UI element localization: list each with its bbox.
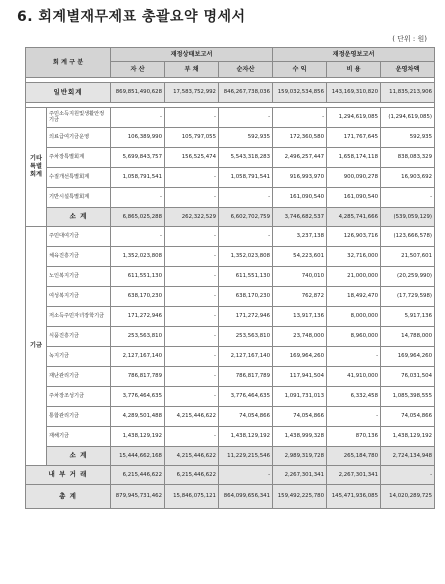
header-category: 회 계 구 분 [26,48,111,78]
table-row [26,367,435,387]
cell-expense: 870,136 [327,427,381,447]
group-label: 기타 특별 회계 [26,108,47,227]
table-row [26,148,435,168]
cell-assets: 1,352,023,808 [111,247,165,267]
table-row [26,108,435,128]
cell-assets: 171,272,946 [111,307,165,327]
cell-revenue: 159,032,534,856 [273,83,327,103]
cell-revenue: 117,941,504 [273,367,327,387]
cell-revenue: 3,237,138 [273,227,327,247]
cell-net-assets: 171,272,946 [219,307,273,327]
cell-liabilities: - [165,427,219,447]
cell-assets: 638,170,230 [111,287,165,307]
cell-revenue: 2,267,301,341 [273,466,327,485]
cell-expense: 41,910,000 [327,367,381,387]
cell-operating-difference: 169,964,260 [381,347,435,367]
cell-net-assets: - [219,466,273,485]
header-expense: 비 용 [327,62,381,78]
cell-expense: 265,184,780 [327,447,381,466]
cell-net-assets: 1,352,023,808 [219,247,273,267]
table-row [26,247,435,267]
page-title: 6. 회계별재무제표 총괄요약 명세서 [17,9,246,25]
cell-assets: 253,563,810 [111,327,165,347]
cell-operating-difference: 1,085,398,555 [381,387,435,407]
cell-net-assets: - [219,227,273,247]
cell-net-assets: 638,170,230 [219,287,273,307]
cell-expense: 32,716,000 [327,247,381,267]
row-label: 노인복지기금 [47,267,111,287]
row-label: 총 계 [26,485,111,509]
row-label: 내 부 거 래 [26,466,111,485]
row-label: 식품진흥기금 [47,327,111,347]
cell-operating-difference: - [381,466,435,485]
cell-operating-difference: 16,903,692 [381,168,435,188]
row-label: 소 계 [47,208,111,227]
special-accounts-section [26,108,435,227]
cell-liabilities: - [165,287,219,307]
cell-assets: 4,289,501,488 [111,407,165,427]
cell-revenue: 740,010 [273,267,327,287]
cell-net-assets: 253,563,810 [219,327,273,347]
cell-liabilities: 262,322,529 [165,208,219,227]
row-label: 녹지기금 [47,347,111,367]
cell-expense: 6,332,458 [327,387,381,407]
cell-revenue: 161,090,540 [273,188,327,208]
cell-expense: 126,903,716 [327,227,381,247]
cell-operating-difference: 838,083,329 [381,148,435,168]
cell-operating-difference: 1,438,129,192 [381,427,435,447]
cell-operating-difference: 14,788,000 [381,327,435,347]
cell-liabilities: - [165,387,219,407]
cell-net-assets: 11,229,215,546 [219,447,273,466]
cell-liabilities: - [165,367,219,387]
row-label: 재해기금 [47,427,111,447]
header-operation-report: 재정운영보고서 [273,48,435,62]
cell-liabilities: - [165,247,219,267]
cell-net-assets: 6,602,702,759 [219,208,273,227]
row-label: 주차장특별회계 [47,148,111,168]
cell-net-assets: 846,267,738,036 [219,83,273,103]
cell-liabilities: - [165,307,219,327]
cell-liabilities: 17,583,752,992 [165,83,219,103]
cell-expense: 2,267,301,341 [327,466,381,485]
table-row [26,387,435,407]
cell-net-assets: - [219,108,273,128]
cell-operating-difference: - [381,188,435,208]
cell-expense: - [327,407,381,427]
row-label: 체육진흥기금 [47,247,111,267]
header-assets: 자 산 [111,62,165,78]
cell-operating-difference: (123,666,578) [381,227,435,247]
cell-liabilities: 6,215,446,622 [165,466,219,485]
subtotal-row [26,447,435,466]
cell-revenue: 159,492,225,780 [273,485,327,509]
cell-expense: 18,492,470 [327,287,381,307]
header-liabilities: 부 채 [165,62,219,78]
cell-assets: 6,865,025,288 [111,208,165,227]
cell-net-assets: 3,776,464,635 [219,387,273,407]
cell-operating-difference: 21,507,601 [381,247,435,267]
cell-assets: - [111,108,165,128]
table-row [26,128,435,148]
cell-liabilities: - [165,227,219,247]
cell-assets: 2,127,167,140 [111,347,165,367]
table-row [26,188,435,208]
cell-revenue: - [273,108,327,128]
cell-liabilities: - [165,108,219,128]
cell-revenue: 74,054,866 [273,407,327,427]
cell-operating-difference: 592,935 [381,128,435,148]
table-row [26,267,435,287]
cell-expense: 8,960,000 [327,327,381,347]
cell-expense: 161,090,540 [327,188,381,208]
row-label: 주민대여기금 [47,227,111,247]
cell-operating-difference: 76,031,504 [381,367,435,387]
cell-expense: 21,000,000 [327,267,381,287]
cell-revenue: 23,748,000 [273,327,327,347]
cell-liabilities: - [165,168,219,188]
cell-operating-difference: 74,054,866 [381,407,435,427]
cell-revenue: 172,360,580 [273,128,327,148]
cell-net-assets: 1,058,791,541 [219,168,273,188]
header-position-report: 재정상태보고서 [111,48,273,62]
cell-operating-difference: 2,724,134,948 [381,447,435,466]
row-label: 일반회계 [26,83,111,103]
table-row [26,227,435,247]
cell-revenue: 762,872 [273,287,327,307]
cell-assets: 1,438,129,192 [111,427,165,447]
table-row [26,168,435,188]
table-row [26,347,435,367]
cell-revenue: 54,223,601 [273,247,327,267]
cell-assets: 1,058,791,541 [111,168,165,188]
cell-assets: 6,215,446,622 [111,466,165,485]
cell-assets: 5,699,843,757 [111,148,165,168]
cell-net-assets: 1,438,129,192 [219,427,273,447]
cell-revenue: 13,917,136 [273,307,327,327]
cell-operating-difference: 11,835,213,906 [381,83,435,103]
cell-operating-difference: (539,059,129) [381,208,435,227]
cell-expense: 1,658,174,118 [327,148,381,168]
cell-expense: - [327,347,381,367]
cell-net-assets: 864,099,656,341 [219,485,273,509]
cell-net-assets: 74,054,866 [219,407,273,427]
cell-operating-difference: 14,020,289,725 [381,485,435,509]
cell-assets: 611,551,130 [111,267,165,287]
cell-operating-difference: 5,917,136 [381,307,435,327]
subtotal-row [26,208,435,227]
row-label: 수질개선특별회계 [47,168,111,188]
cell-assets: - [111,188,165,208]
cell-operating-difference: (1,294,619,085) [381,108,435,128]
row-label: 주민소득지원및생활안정기금 [47,108,111,128]
cell-assets: - [111,227,165,247]
cell-net-assets: 592,935 [219,128,273,148]
cell-operating-difference: (20,259,990) [381,267,435,287]
row-label: 소 계 [47,447,111,466]
cell-expense: 1,294,619,085 [327,108,381,128]
group-label: 기금 [26,227,47,466]
cell-assets: 786,817,789 [111,367,165,387]
table-row [26,287,435,307]
cell-revenue: 916,993,970 [273,168,327,188]
cell-expense: 4,285,741,666 [327,208,381,227]
unit-label: ( 단위 : 원) [392,35,427,43]
cell-net-assets: 611,551,130 [219,267,273,287]
cell-net-assets: 5,543,318,283 [219,148,273,168]
cell-liabilities: 4,215,446,622 [165,447,219,466]
row-label: 여성복지기금 [47,287,111,307]
cell-revenue: 3,746,682,537 [273,208,327,227]
cell-operating-difference: (17,729,598) [381,287,435,307]
cell-revenue: 2,989,319,728 [273,447,327,466]
cell-liabilities: - [165,347,219,367]
cell-assets: 879,945,731,462 [111,485,165,509]
cell-expense: 8,000,000 [327,307,381,327]
row-label: 재난관리기금 [47,367,111,387]
cell-liabilities: - [165,327,219,347]
cell-net-assets: 2,127,167,140 [219,347,273,367]
cell-assets: 3,776,464,635 [111,387,165,407]
table-row [26,427,435,447]
funds-section [26,227,435,466]
row-label: 통합관리기금 [47,407,111,427]
financial-summary-table [25,47,435,509]
row-label: 저소득주민자녀장학기금 [47,307,111,327]
cell-liabilities: 15,846,075,121 [165,485,219,509]
header-net-assets: 순자산 [219,62,273,78]
row-label: 의료급여기금운영 [47,128,111,148]
cell-liabilities: 4,215,446,622 [165,407,219,427]
cell-liabilities: 156,525,474 [165,148,219,168]
cell-assets: 106,389,990 [111,128,165,148]
cell-expense: 145,471,936,085 [327,485,381,509]
cell-expense: 171,767,645 [327,128,381,148]
cell-liabilities: - [165,267,219,287]
general-account-row [26,83,435,103]
cell-revenue: 169,964,260 [273,347,327,367]
cell-revenue: 1,091,731,013 [273,387,327,407]
cell-assets: 15,444,662,168 [111,447,165,466]
cell-revenue: 1,438,999,328 [273,427,327,447]
row-label: 주차장조성기금 [47,387,111,407]
cell-revenue: 2,496,257,447 [273,148,327,168]
header-operating-difference: 운영차액 [381,62,435,78]
cell-expense: 143,169,310,820 [327,83,381,103]
cell-assets: 869,851,490,628 [111,83,165,103]
cell-net-assets: 786,817,789 [219,367,273,387]
row-label: 기반시설특별회계 [47,188,111,208]
internal-transactions-row [26,466,435,485]
table-row [26,307,435,327]
table-row [26,407,435,427]
cell-liabilities: - [165,188,219,208]
cell-net-assets: - [219,188,273,208]
table-row [26,327,435,347]
cell-expense: 900,090,278 [327,168,381,188]
grand-total-row [26,485,435,509]
cell-liabilities: 105,797,055 [165,128,219,148]
header-revenue: 수 익 [273,62,327,78]
